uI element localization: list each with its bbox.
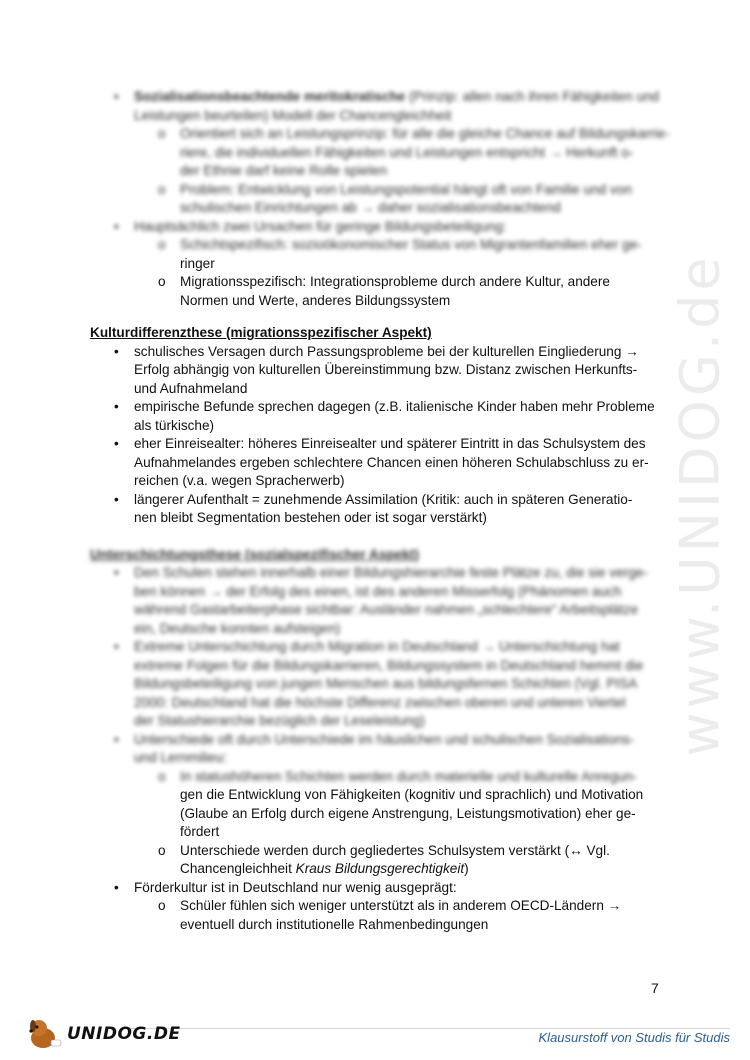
list-item-tail: ) <box>464 861 469 876</box>
list-item-text: längerer Aufenthalt = zunehmende Assimilation (Kritik: auch in späteren Generatio- <box>134 491 633 507</box>
list-item-text: Normen und Werte, anderes Bildungssystem <box>180 292 451 308</box>
list-item-text: Orientiert sich an Leistungsprinzip: für alle die gleiche Chance auf Bildungskarrie- <box>180 126 670 141</box>
sub-list-item-line <box>90 236 665 255</box>
list-item-line <box>90 107 665 126</box>
sub-list-item-line <box>90 842 665 861</box>
sub-list-item-line <box>90 823 665 842</box>
bullet-icon: • <box>114 639 119 654</box>
section-heading-unterschichtung: Unterschichtungsthese (sozialspezifischer Aspekt) <box>90 546 419 562</box>
list-item-line <box>90 712 665 731</box>
watermark <box>660 253 740 757</box>
list-item-line <box>90 694 665 713</box>
list-item-text: Problem: Entwicklung von Leistungspotential hängt oft von Familie und von <box>180 181 632 197</box>
section-heading-kulturdifferenz: Kulturdifferenzthese (migrationsspezifischer Aspekt) <box>90 325 432 340</box>
list-item-text: Unterschiede oft durch Unterschiede im häuslichen und schulischen Sozialisations- <box>134 731 635 747</box>
list-item-text: der Statushierarchie bezüglich der Leseleistung) <box>134 713 425 728</box>
sub-list-item-line <box>90 292 665 311</box>
list-item-text: gen die Entwicklung von Fähigkeiten (kognitiv und sprachlich) und Motivation <box>180 787 644 802</box>
list-item-text: Erfolg abhängig von kulturellen Übereinstimmung bzw. Distanz zwischen Herkunfts- <box>134 362 638 377</box>
list-item-text: der Ethnie darf keine Rolle spielen <box>180 163 388 178</box>
list-item-text: schulisches Versagen durch Passungsprobleme bei der kulturellen Eingliederung → <box>134 343 639 359</box>
sub-list-item-line <box>90 255 665 274</box>
list-item-line <box>90 749 665 768</box>
circle-bullet-icon: o <box>158 237 166 252</box>
list-item-line <box>90 343 665 362</box>
list-item-text: (Prinzip: allen nach ihren Fähigkeiten und <box>405 89 660 104</box>
list-item-line <box>90 620 665 639</box>
list-item-line <box>90 657 665 676</box>
sub-list-item-line <box>90 125 670 144</box>
sub-list-item-line <box>90 768 665 787</box>
bullet-icon: • <box>114 491 119 507</box>
list-item-line <box>90 435 665 454</box>
italic-reference: Kraus Bildungsgerechtigkeit <box>295 861 465 876</box>
list-item-text: In statushöheren Schichten werden durch materielle und kulturelle Anregun- <box>180 768 638 784</box>
list-item-text: Unterschiede werden durch gegliedertes Schulsystem verstärkt (↔ Vgl. <box>180 842 610 858</box>
sub-list-item-line <box>90 162 665 181</box>
list-item-line <box>90 564 665 583</box>
circle-bullet-icon: o <box>158 842 166 858</box>
list-item-text: ben können → der Erfolg des einen, ist des anderen Misserfolg (Phänomen auch <box>134 583 622 599</box>
list-item-text: eher Einreisealter: höheres Einreisealter und späterer Eintritt in das Schulsystem des <box>134 436 646 451</box>
list-item-text: Chancengleichheit <box>180 861 296 876</box>
sub-list-item-line <box>90 805 665 824</box>
list-item-text: Extreme Unterschichtung durch Migration in Deutschland → Unterschichtung hat <box>134 639 620 654</box>
sub-list-item-line <box>90 860 665 879</box>
list-item-line <box>90 380 665 399</box>
sub-list-item-line <box>90 144 665 163</box>
sub-list-item-line <box>90 273 665 292</box>
list-item-text: eventuell durch institutionelle Rahmenbedingungen <box>180 916 489 932</box>
list-item-line <box>90 88 665 107</box>
list-item-text: Den Schulen stehen innerhalb einer Bildungshierarchie feste Plätze zu, die sie verge- <box>134 565 648 580</box>
sub-list-item-line <box>90 897 665 916</box>
list-item-line <box>90 638 665 657</box>
list-item-line <box>90 472 665 491</box>
watermark-text: www.UNIDOG.de <box>668 253 732 757</box>
list-item-line <box>90 454 665 473</box>
list-item-text: Leistungen beurteilen) Modell der Chancengleichheit <box>134 107 452 123</box>
list-item-line <box>90 361 665 380</box>
list-item-line <box>90 731 665 750</box>
list-item-text: 2000: Deutschland hat die höchste Differenz zwischen oberen und unteren Viertel <box>134 694 626 710</box>
list-item-text: Aufnahmelandes ergeben schlechtere Chancen einen höheren Schulabschluss zu er- <box>134 454 649 470</box>
list-item-text: Hauptsächlich zwei Ursachen für geringe Bildungsbeteiligung: <box>134 218 507 234</box>
bullet-list-kulturdifferenz <box>90 343 665 528</box>
list-item-line <box>90 675 665 694</box>
list-item-text: Schüler fühlen sich weniger unterstützt als in anderem OECD-Ländern → <box>180 898 622 913</box>
footer-divider <box>130 1028 730 1029</box>
logo-text: UNIDOG.DE <box>67 1024 181 1044</box>
bullet-icon: • <box>114 436 119 451</box>
page-content <box>90 88 670 934</box>
list-item-text: reichen (v.a. wegen Spracherwerb) <box>134 473 345 488</box>
bullet-icon: • <box>114 731 119 747</box>
list-item-text: extreme Folgen für die Bildungskarrieren, Bildungssystem in Deutschland hemmt die <box>134 657 644 673</box>
list-item-line <box>90 218 665 237</box>
list-item-text: schulischen Einrichtungen ab → daher sozialisationsbeachtend <box>180 200 561 215</box>
list-item-line <box>90 583 665 602</box>
dog-icon <box>25 1016 65 1052</box>
bold-term: Sozialisationsbeachtende meritokratische <box>134 89 406 104</box>
list-item-line <box>90 491 665 510</box>
list-item-line <box>90 398 665 417</box>
list-item-text: und Aufnahmeland <box>134 380 248 396</box>
circle-bullet-icon: o <box>158 898 166 913</box>
circle-bullet-icon: o <box>158 126 166 141</box>
list-item-text: und Lernmilieu: <box>134 750 227 765</box>
list-item-text: ein, Deutsche konnten aufsteigen) <box>134 620 341 636</box>
list-item-text: empirische Befunde sprechen dagegen (z.B. italienische Kinder haben mehr Probleme <box>134 399 655 414</box>
circle-bullet-icon: o <box>158 768 166 784</box>
list-item-text: Schichtspezifisch: sozioökonomischer Status von Migrantenfamilien eher ge- <box>180 237 642 252</box>
bullet-icon: • <box>114 89 119 104</box>
bullet-icon: • <box>114 879 119 895</box>
sub-list-item-line <box>90 199 665 218</box>
list-item-line <box>90 601 665 620</box>
list-item-line <box>90 509 665 528</box>
list-item-text: Bildungsbeteiligung von jungen Menschen aus bildungsfernen Schichten (Vgl. PISA <box>134 676 638 691</box>
list-item-text: während Gastarbeiterphase sichtbar: Ausländer nahmen „schlechtere“ Arbeitsplätze <box>134 602 639 617</box>
circle-bullet-icon: o <box>158 274 166 289</box>
page-number: 7 <box>651 980 659 996</box>
bullet-list-top <box>90 88 670 310</box>
bullet-icon: • <box>114 565 119 580</box>
bullet-icon: • <box>114 218 119 234</box>
list-item-text: nen bleibt Segmentation bestehen oder ist sogar verstärkt) <box>134 510 487 525</box>
unidog-logo <box>25 1016 181 1052</box>
list-item-line <box>90 879 665 898</box>
list-item-line <box>90 417 665 436</box>
list-item-text: als türkische) <box>134 417 215 433</box>
list-item-text: (Glaube an Erfolg durch eigene Anstrengung, Leistungsmotivation) eher ge- <box>180 805 636 821</box>
circle-bullet-icon: o <box>158 181 166 197</box>
footer-slogan: Klausurstoff von Studis für Studis <box>538 1030 730 1045</box>
list-item-text: Migrationsspezifisch: Integrationsprobleme durch andere Kultur, andere <box>180 274 610 289</box>
bullet-icon: • <box>114 399 119 414</box>
list-item-text: Förderkultur ist in Deutschland nur wenig ausgeprägt: <box>134 879 457 895</box>
bullet-list-unterschichtung <box>90 564 665 934</box>
list-item-text: ringer <box>180 255 215 271</box>
sub-list-item-line <box>90 916 665 935</box>
sub-list-item-line <box>90 181 665 200</box>
bullet-icon: • <box>114 343 119 359</box>
list-item-text: fördert <box>180 824 220 839</box>
sub-list-item-line <box>90 786 665 805</box>
list-item-text: riere, die individuellen Fähigkeiten und Leistungen entspricht → Herkunft o- <box>180 144 634 160</box>
